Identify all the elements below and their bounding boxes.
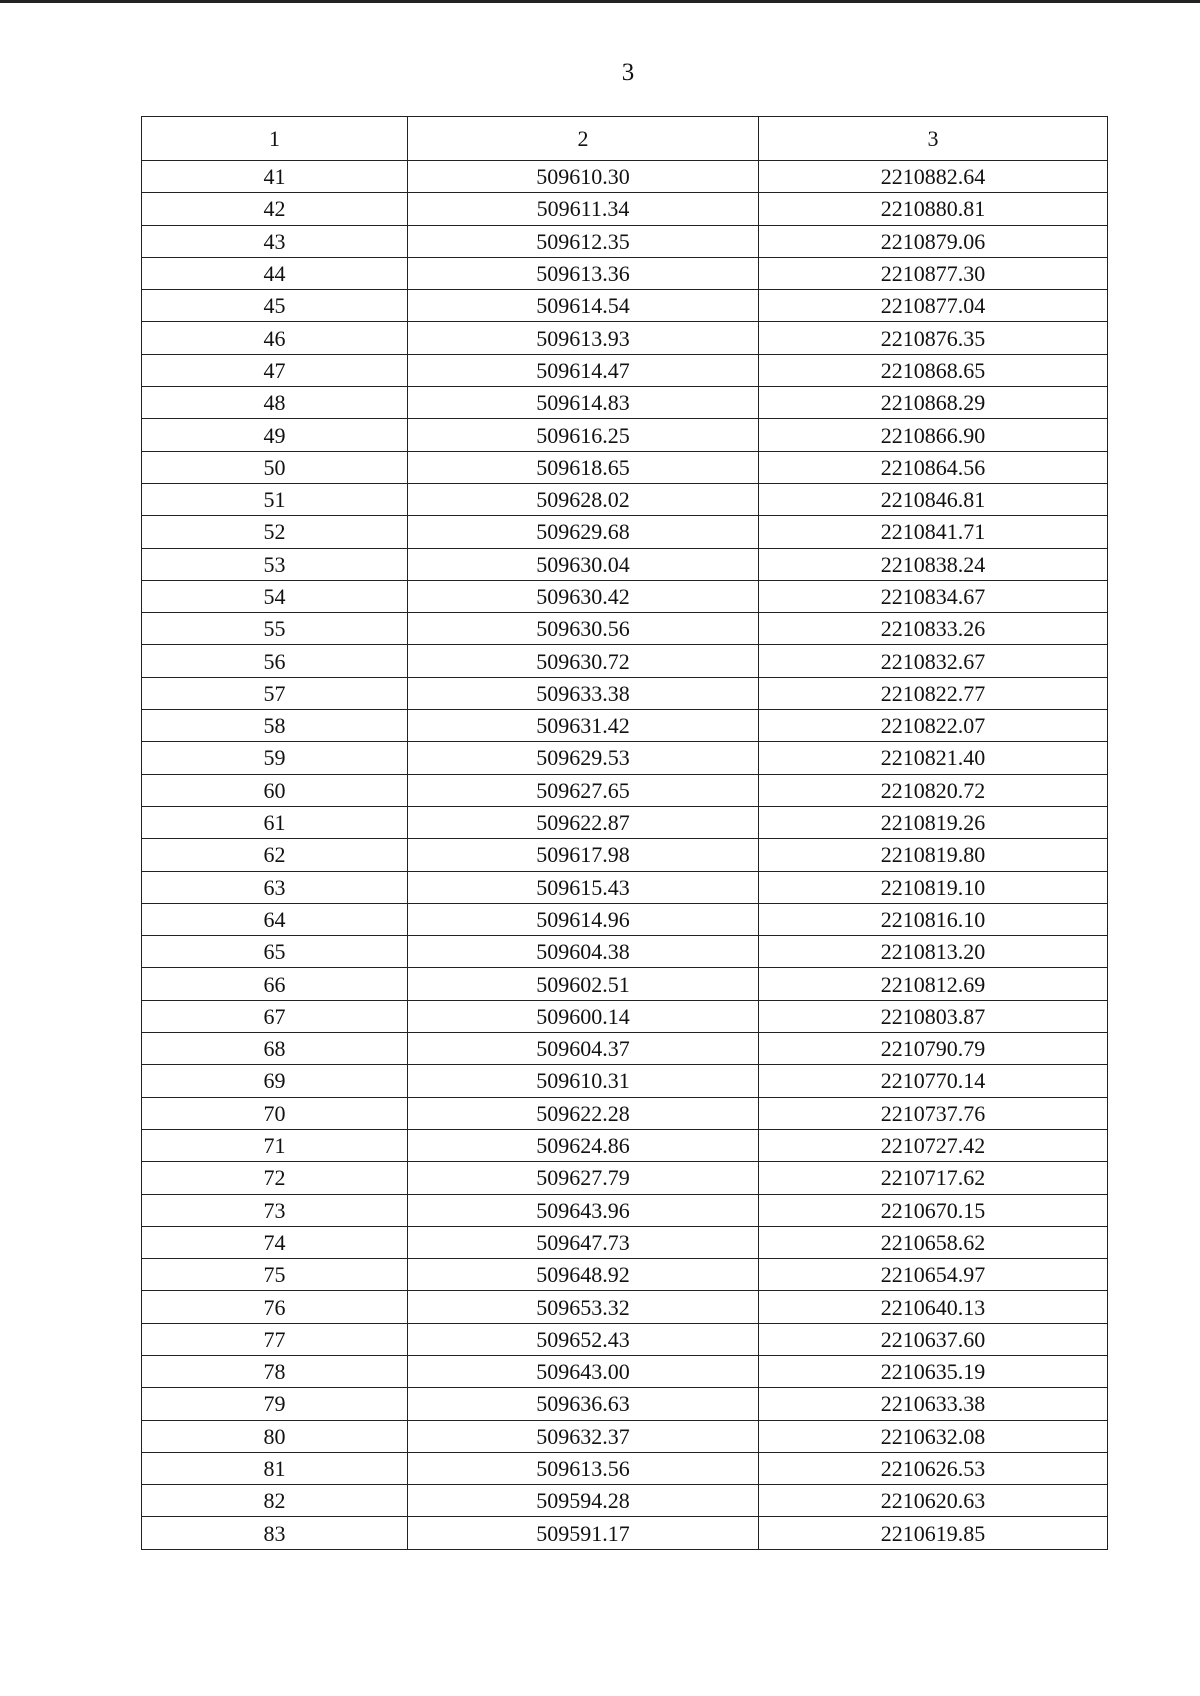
- table-row: [142, 1226, 1108, 1258]
- y-coordinate-cell: 2210882.64: [759, 161, 1108, 193]
- x-coordinate-cell: 509633.38: [408, 677, 759, 709]
- point-number-cell: 77: [142, 1323, 408, 1355]
- table-row: [142, 322, 1108, 354]
- table-row: [142, 806, 1108, 838]
- x-coordinate-cell: 509636.63: [408, 1388, 759, 1420]
- y-coordinate-cell: 2210727.42: [759, 1129, 1108, 1161]
- y-coordinate-cell: 2210737.76: [759, 1097, 1108, 1129]
- table-row: [142, 354, 1108, 386]
- y-coordinate-cell: 2210822.77: [759, 677, 1108, 709]
- y-coordinate-cell: 2210846.81: [759, 483, 1108, 515]
- x-coordinate-cell: 509604.37: [408, 1033, 759, 1065]
- y-coordinate-cell: 2210658.62: [759, 1226, 1108, 1258]
- x-coordinate-cell: 509622.28: [408, 1097, 759, 1129]
- point-number-cell: 61: [142, 806, 408, 838]
- point-number-cell: 43: [142, 225, 408, 257]
- y-coordinate-cell: 2210834.67: [759, 580, 1108, 612]
- table-row: [142, 1323, 1108, 1355]
- y-coordinate-cell: 2210635.19: [759, 1355, 1108, 1387]
- table-row: [142, 936, 1108, 968]
- point-number-cell: 50: [142, 451, 408, 483]
- x-coordinate-cell: 509622.87: [408, 806, 759, 838]
- x-coordinate-cell: 509632.37: [408, 1420, 759, 1452]
- table-row: [142, 839, 1108, 871]
- y-coordinate-cell: 2210632.08: [759, 1420, 1108, 1452]
- y-coordinate-cell: 2210868.29: [759, 387, 1108, 419]
- y-coordinate-cell: 2210637.60: [759, 1323, 1108, 1355]
- table-row: [142, 1355, 1108, 1387]
- y-coordinate-cell: 2210877.30: [759, 257, 1108, 289]
- x-coordinate-cell: 509648.92: [408, 1259, 759, 1291]
- point-number-cell: 76: [142, 1291, 408, 1323]
- y-coordinate-cell: 2210619.85: [759, 1517, 1108, 1549]
- table-row: [142, 225, 1108, 257]
- point-number-cell: 46: [142, 322, 408, 354]
- y-coordinate-cell: 2210819.26: [759, 806, 1108, 838]
- point-number-cell: 56: [142, 645, 408, 677]
- y-coordinate-cell: 2210868.65: [759, 354, 1108, 386]
- x-coordinate-cell: 509614.54: [408, 290, 759, 322]
- table-row: [142, 1259, 1108, 1291]
- x-coordinate-cell: 509604.38: [408, 936, 759, 968]
- y-coordinate-cell: 2210717.62: [759, 1162, 1108, 1194]
- point-number-cell: 44: [142, 257, 408, 289]
- x-coordinate-cell: 509615.43: [408, 871, 759, 903]
- table-row: [142, 1097, 1108, 1129]
- x-coordinate-cell: 509630.42: [408, 580, 759, 612]
- y-coordinate-cell: 2210633.38: [759, 1388, 1108, 1420]
- point-number-cell: 42: [142, 193, 408, 225]
- point-number-cell: 55: [142, 613, 408, 645]
- point-number-cell: 78: [142, 1355, 408, 1387]
- table-row: [142, 677, 1108, 709]
- table-row: [142, 1000, 1108, 1032]
- x-coordinate-cell: 509629.53: [408, 742, 759, 774]
- table-row: [142, 742, 1108, 774]
- table-row: [142, 257, 1108, 289]
- x-coordinate-cell: 509613.36: [408, 257, 759, 289]
- point-number-cell: 75: [142, 1259, 408, 1291]
- point-number-cell: 53: [142, 548, 408, 580]
- table-row: [142, 903, 1108, 935]
- x-coordinate-cell: 509613.93: [408, 322, 759, 354]
- table-row: [142, 1194, 1108, 1226]
- point-number-cell: 45: [142, 290, 408, 322]
- table-row: [142, 387, 1108, 419]
- table-row: [142, 774, 1108, 806]
- table-header: [142, 117, 1108, 161]
- y-coordinate-cell: 2210670.15: [759, 1194, 1108, 1226]
- point-number-cell: 47: [142, 354, 408, 386]
- table-row: [142, 710, 1108, 742]
- point-number-cell: 49: [142, 419, 408, 451]
- x-coordinate-cell: 509630.04: [408, 548, 759, 580]
- y-coordinate-cell: 2210819.10: [759, 871, 1108, 903]
- y-coordinate-cell: 2210640.13: [759, 1291, 1108, 1323]
- x-coordinate-cell: 509591.17: [408, 1517, 759, 1549]
- header-row: [142, 117, 1108, 161]
- header-cell-col3: 3: [759, 117, 1108, 161]
- x-coordinate-cell: 509610.31: [408, 1065, 759, 1097]
- table-row: [142, 1420, 1108, 1452]
- page-number: 3: [621, 59, 635, 86]
- point-number-cell: 82: [142, 1485, 408, 1517]
- y-coordinate-cell: 2210876.35: [759, 322, 1108, 354]
- table-row: [142, 1452, 1108, 1484]
- table-row: [142, 1517, 1108, 1549]
- point-number-cell: 74: [142, 1226, 408, 1258]
- point-number-cell: 64: [142, 903, 408, 935]
- table-row: [142, 1388, 1108, 1420]
- x-coordinate-cell: 509618.65: [408, 451, 759, 483]
- table-row: [142, 968, 1108, 1000]
- table-row: [142, 1129, 1108, 1161]
- x-coordinate-cell: 509624.86: [408, 1129, 759, 1161]
- y-coordinate-cell: 2210790.79: [759, 1033, 1108, 1065]
- point-number-cell: 81: [142, 1452, 408, 1484]
- table-row: [142, 1065, 1108, 1097]
- table-body: [142, 161, 1108, 1550]
- y-coordinate-cell: 2210838.24: [759, 548, 1108, 580]
- y-coordinate-cell: 2210877.04: [759, 290, 1108, 322]
- y-coordinate-cell: 2210822.07: [759, 710, 1108, 742]
- y-coordinate-cell: 2210866.90: [759, 419, 1108, 451]
- point-number-cell: 62: [142, 839, 408, 871]
- x-coordinate-cell: 509652.43: [408, 1323, 759, 1355]
- y-coordinate-cell: 2210654.97: [759, 1259, 1108, 1291]
- x-coordinate-cell: 509628.02: [408, 483, 759, 515]
- y-coordinate-cell: 2210803.87: [759, 1000, 1108, 1032]
- y-coordinate-cell: 2210620.63: [759, 1485, 1108, 1517]
- y-coordinate-cell: 2210841.71: [759, 516, 1108, 548]
- x-coordinate-cell: 509627.65: [408, 774, 759, 806]
- x-coordinate-cell: 509594.28: [408, 1485, 759, 1517]
- table-row: [142, 613, 1108, 645]
- point-number-cell: 65: [142, 936, 408, 968]
- point-number-cell: 68: [142, 1033, 408, 1065]
- x-coordinate-cell: 509617.98: [408, 839, 759, 871]
- y-coordinate-cell: 2210812.69: [759, 968, 1108, 1000]
- x-coordinate-cell: 509611.34: [408, 193, 759, 225]
- x-coordinate-cell: 509653.32: [408, 1291, 759, 1323]
- table-row: [142, 1291, 1108, 1323]
- x-coordinate-cell: 509643.00: [408, 1355, 759, 1387]
- y-coordinate-cell: 2210770.14: [759, 1065, 1108, 1097]
- x-coordinate-cell: 509614.96: [408, 903, 759, 935]
- point-number-cell: 60: [142, 774, 408, 806]
- table-row: [142, 161, 1108, 193]
- table-row: [142, 1485, 1108, 1517]
- y-coordinate-cell: 2210816.10: [759, 903, 1108, 935]
- x-coordinate-cell: 509610.30: [408, 161, 759, 193]
- top-border-line: [0, 0, 1200, 3]
- point-number-cell: 71: [142, 1129, 408, 1161]
- table-row: [142, 580, 1108, 612]
- point-number-cell: 69: [142, 1065, 408, 1097]
- x-coordinate-cell: 509612.35: [408, 225, 759, 257]
- x-coordinate-cell: 509602.51: [408, 968, 759, 1000]
- y-coordinate-cell: 2210820.72: [759, 774, 1108, 806]
- x-coordinate-cell: 509630.56: [408, 613, 759, 645]
- point-number-cell: 58: [142, 710, 408, 742]
- coordinates-table: [141, 116, 1108, 1550]
- x-coordinate-cell: 509614.47: [408, 354, 759, 386]
- y-coordinate-cell: 2210813.20: [759, 936, 1108, 968]
- y-coordinate-cell: 2210832.67: [759, 645, 1108, 677]
- table-row: [142, 871, 1108, 903]
- x-coordinate-cell: 509613.56: [408, 1452, 759, 1484]
- table-row: [142, 1033, 1108, 1065]
- y-coordinate-cell: 2210821.40: [759, 742, 1108, 774]
- point-number-cell: 54: [142, 580, 408, 612]
- point-number-cell: 70: [142, 1097, 408, 1129]
- x-coordinate-cell: 509616.25: [408, 419, 759, 451]
- table-row: [142, 419, 1108, 451]
- point-number-cell: 52: [142, 516, 408, 548]
- y-coordinate-cell: 2210879.06: [759, 225, 1108, 257]
- table-row: [142, 193, 1108, 225]
- point-number-cell: 72: [142, 1162, 408, 1194]
- point-number-cell: 83: [142, 1517, 408, 1549]
- table-row: [142, 290, 1108, 322]
- y-coordinate-cell: 2210880.81: [759, 193, 1108, 225]
- table-row: [142, 1162, 1108, 1194]
- point-number-cell: 80: [142, 1420, 408, 1452]
- table-row: [142, 451, 1108, 483]
- x-coordinate-cell: 509631.42: [408, 710, 759, 742]
- y-coordinate-cell: 2210833.26: [759, 613, 1108, 645]
- point-number-cell: 57: [142, 677, 408, 709]
- point-number-cell: 48: [142, 387, 408, 419]
- point-number-cell: 73: [142, 1194, 408, 1226]
- point-number-cell: 79: [142, 1388, 408, 1420]
- x-coordinate-cell: 509629.68: [408, 516, 759, 548]
- x-coordinate-cell: 509627.79: [408, 1162, 759, 1194]
- y-coordinate-cell: 2210864.56: [759, 451, 1108, 483]
- header-cell-col2: 2: [408, 117, 759, 161]
- table-row: [142, 548, 1108, 580]
- point-number-cell: 66: [142, 968, 408, 1000]
- table-row: [142, 516, 1108, 548]
- x-coordinate-cell: 509600.14: [408, 1000, 759, 1032]
- point-number-cell: 63: [142, 871, 408, 903]
- table-row: [142, 645, 1108, 677]
- y-coordinate-cell: 2210819.80: [759, 839, 1108, 871]
- header-cell-col1: 1: [142, 117, 408, 161]
- point-number-cell: 59: [142, 742, 408, 774]
- y-coordinate-cell: 2210626.53: [759, 1452, 1108, 1484]
- x-coordinate-cell: 509614.83: [408, 387, 759, 419]
- point-number-cell: 67: [142, 1000, 408, 1032]
- x-coordinate-cell: 509647.73: [408, 1226, 759, 1258]
- point-number-cell: 51: [142, 483, 408, 515]
- x-coordinate-cell: 509643.96: [408, 1194, 759, 1226]
- x-coordinate-cell: 509630.72: [408, 645, 759, 677]
- table-row: [142, 483, 1108, 515]
- point-number-cell: 41: [142, 161, 408, 193]
